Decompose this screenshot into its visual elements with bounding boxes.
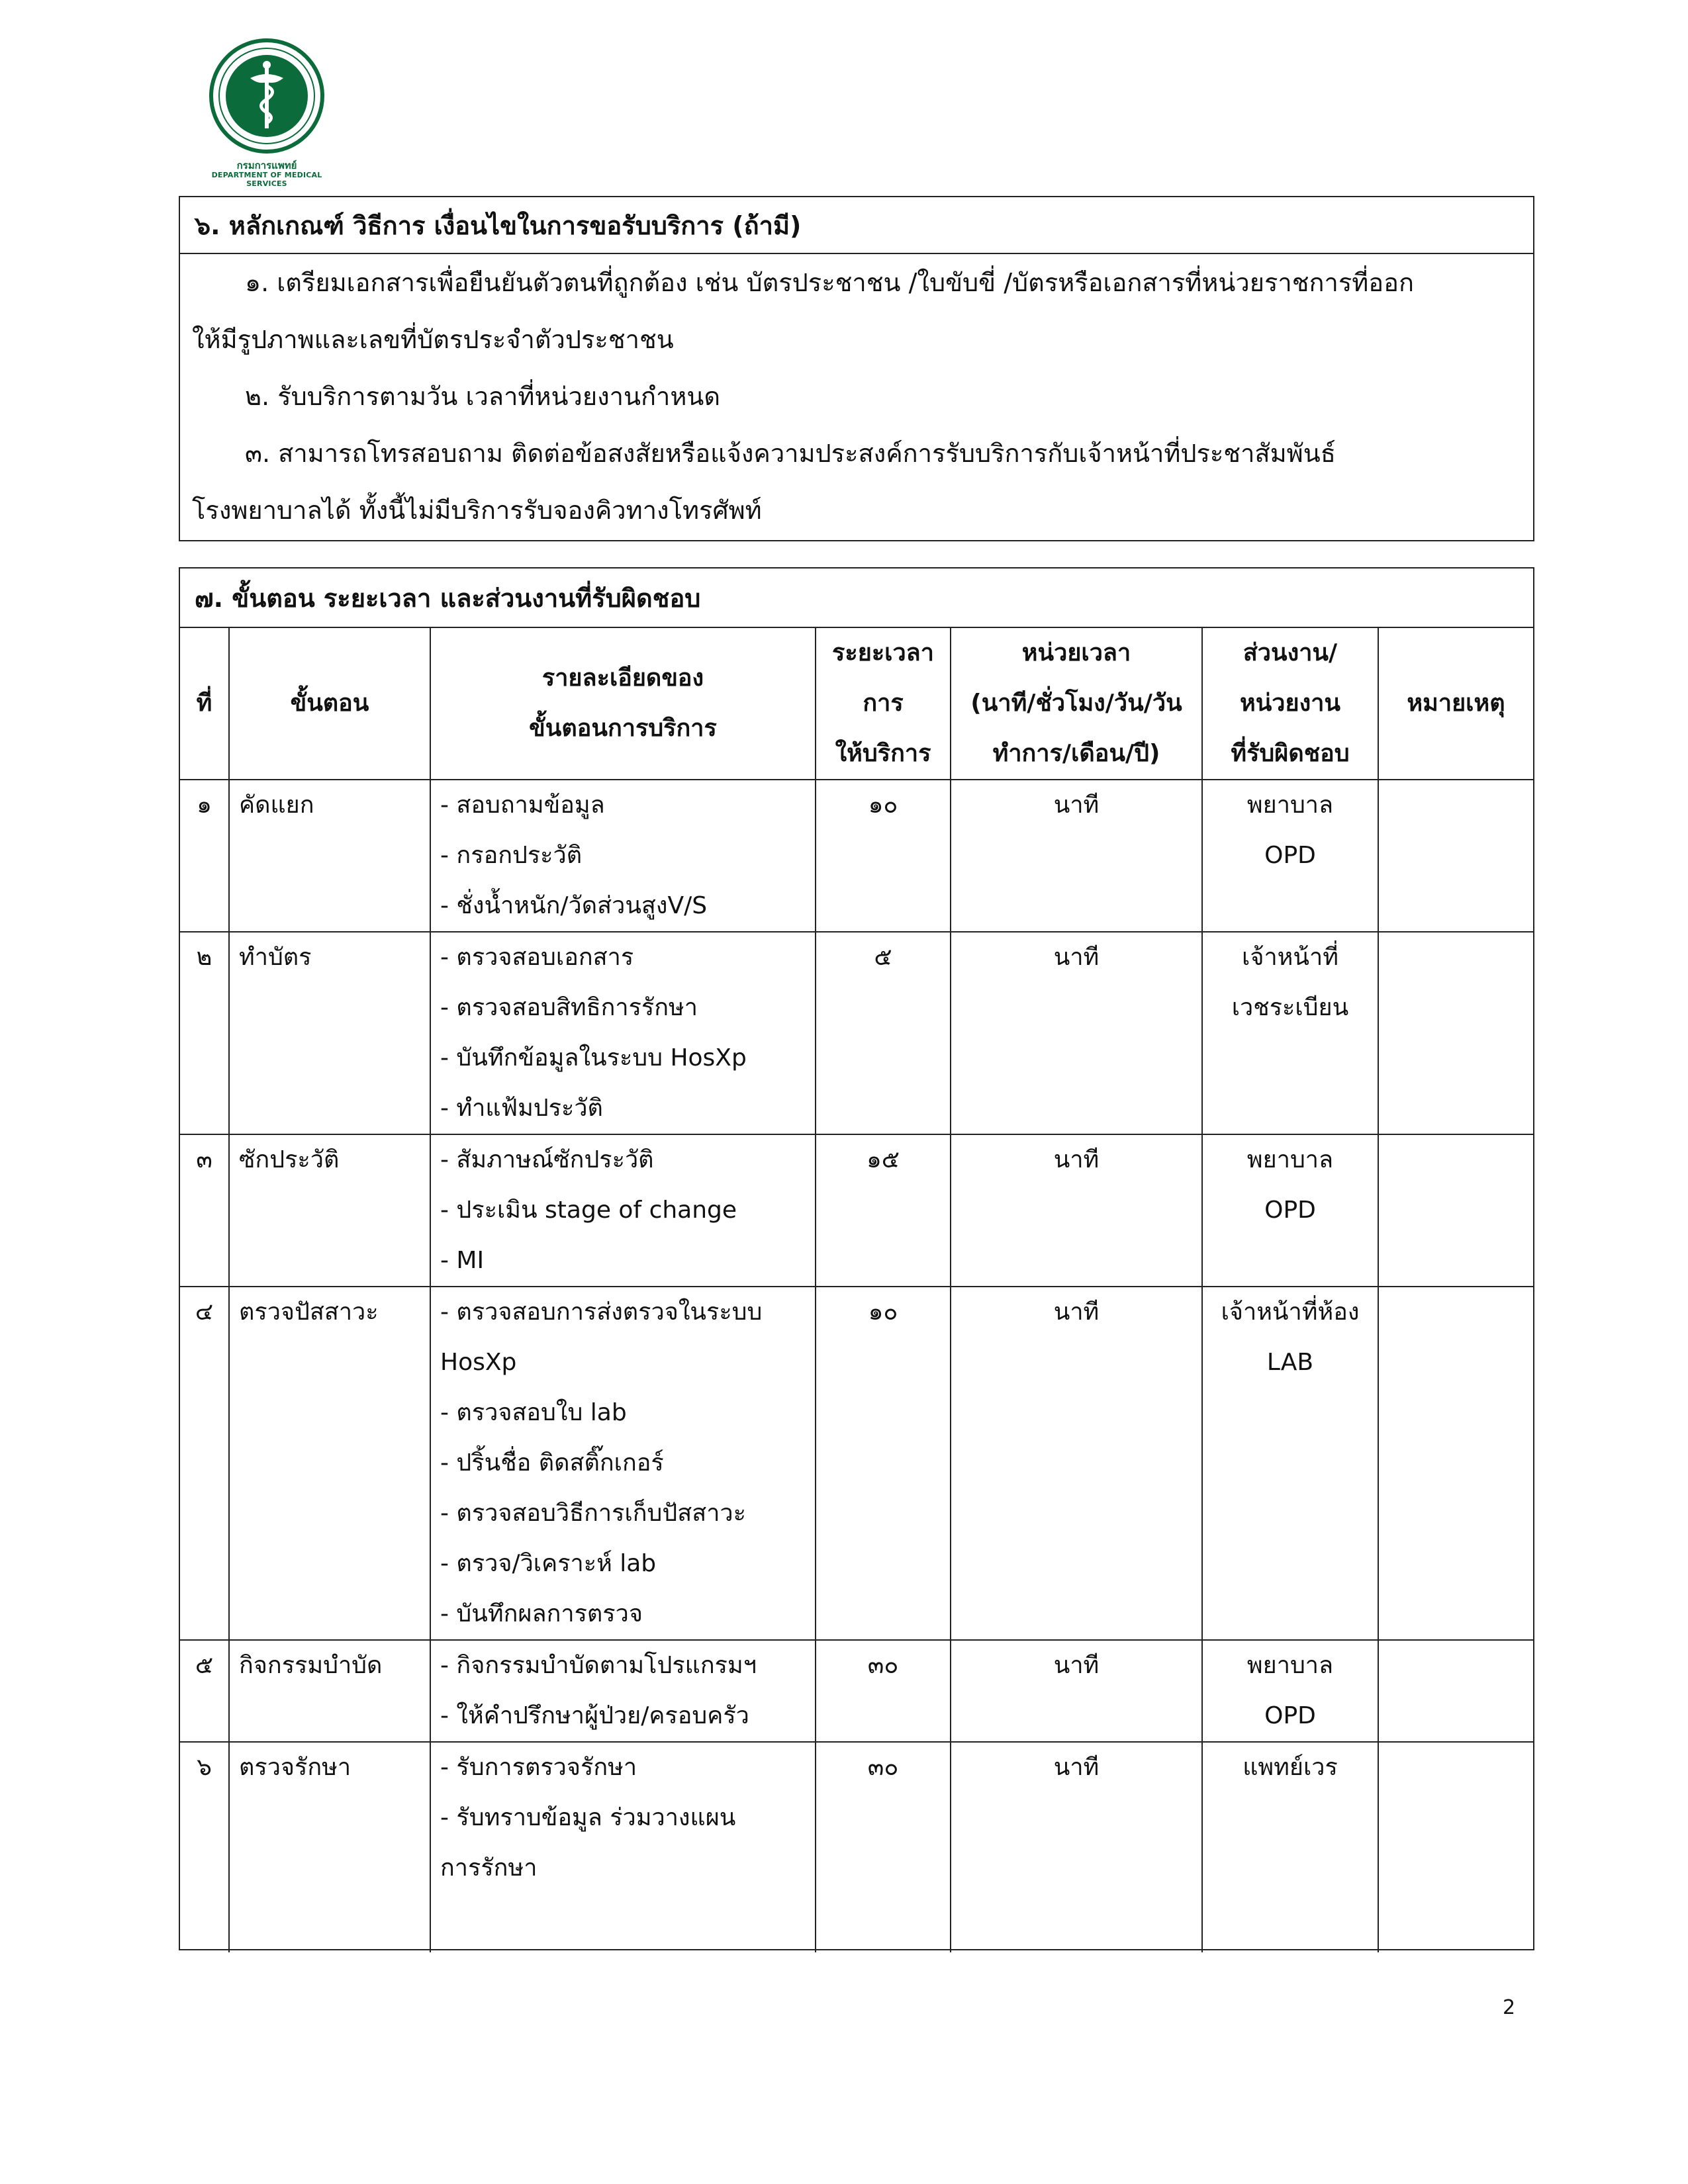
detail-line: - บันทึกข้อมูลในระบบ HosXp [440,1044,747,1071]
section-6-body [180,254,1533,539]
cell-unit [951,1134,1202,1287]
department-line: พยาบาล [1246,1652,1334,1679]
org-name-english: DEPARTMENT OF MEDICAL SERVICES [211,171,322,188]
department-line: แพทย์เวร [1243,1754,1338,1781]
detail-line: - ชั่งน้ำหนัก/วัดส่วนสูงV/S [440,892,708,919]
step-name: ตรวจรักษา [239,1754,352,1781]
department-line: เจ้าหน้าที่ห้อง [1221,1298,1360,1326]
department-line: LAB [1266,1349,1314,1376]
cell-step [229,1134,430,1287]
cell-detail [430,1287,816,1640]
cell-remark [1378,780,1533,932]
cell-duration [816,932,951,1134]
cell-remark [1378,932,1533,1134]
detail-line: - ทำแฟ้มประวัติ [440,1095,603,1122]
detail-line: - รับทราบข้อมูล ร่วมวางแผน [440,1804,736,1831]
cell-detail [430,1134,816,1287]
criteria-item-2: ๒. รับบริการตามวัน เวลาที่หน่วยงานกำหนด [245,382,721,411]
cell-step [229,1640,430,1742]
duration-value: ๑๐ [868,1298,898,1326]
cell-no [180,1640,229,1742]
step-number: ๒ [196,944,212,971]
criteria-item-3-line-1: ๓. สามารถโทรสอบถาม ติดต่อข้อสงสัยหรือแจ้งความประสงค์การรับบริการกับเจ้าหน้าที่ประชาสัมพันธ์ [245,439,1336,468]
cell-step [229,780,430,932]
cell-detail [430,1742,816,1952]
detail-line: HosXp [440,1349,517,1376]
table-row [180,1640,1533,1742]
duration-value: ๑๐ [868,792,898,819]
time-unit: นาที [1053,1146,1100,1173]
cell-unit [951,780,1202,932]
cell-duration [816,1640,951,1742]
header-step: ขั้นตอน [229,628,430,780]
department-line: OPD [1264,1702,1316,1729]
table-row [180,1287,1533,1640]
step-number: ๖ [197,1754,212,1781]
section-7-title: ๗. ขั้นตอน ระยะเวลา และส่วนงานที่รับผิดชอบ [180,569,1533,628]
detail-line: - ประเมิน stage of change [440,1197,737,1224]
cell-detail [430,780,816,932]
cell-detail [430,932,816,1134]
table-row [180,780,1533,932]
table-row [180,1134,1533,1287]
criteria-item-1-line-1: ๑. เตรียมเอกสารเพื่อยืนยันตัวตนที่ถูกต้อง เช่น บัตรประชาชน /ใบขับขี่ /บัตรหรือเอกสารที่หน่วยราชการที่ออก [245,268,1414,297]
section-7-steps [179,567,1534,1950]
header-department: ส่วนงาน/ หน่วยงาน ที่รับผิดชอบ [1202,628,1378,780]
step-name: ตรวจปัสสาวะ [239,1298,379,1326]
cell-unit [951,1287,1202,1640]
cell-step [229,1287,430,1640]
detail-line: - รับการตรวจรักษา [440,1754,637,1781]
detail-line: การรักษา [440,1854,538,1882]
step-number: ๕ [195,1652,214,1679]
detail-line: - ให้คำปรึกษาผู้ป่วย/ครอบครัว [440,1702,749,1729]
detail-line: - ตรวจสอบใบ lab [440,1399,627,1426]
step-name: ทำบัตร [239,944,312,971]
cell-duration [816,1742,951,1952]
cell-duration [816,1134,951,1287]
cell-remark [1378,1134,1533,1287]
org-name-thai: กรมการแพทย์ [236,159,297,171]
cell-unit [951,1742,1202,1952]
cell-department [1202,780,1378,932]
cell-duration [816,1287,951,1640]
detail-line: - กิจกรรมบำบัดตามโปรแกรมฯ [440,1652,757,1679]
detail-line: - ตรวจสอบวิธีการเก็บปัสสาวะ [440,1500,746,1527]
table-row [180,1742,1533,1952]
cell-step [229,1742,430,1952]
cell-remark [1378,1287,1533,1640]
header-remark: หมายเหตุ [1378,628,1533,780]
time-unit: นาที [1053,792,1100,819]
detail-line: - ตรวจสอบสิทธิการรักษา [440,994,698,1021]
cell-no [180,932,229,1134]
time-unit: นาที [1053,1298,1100,1326]
criteria-item-1-line-2: ให้มีรูปภาพและเลขที่บัตรประจำตัวประชาชน [192,325,674,354]
detail-line: - ตรวจสอบการส่งตรวจในระบบ [440,1298,763,1326]
steps-table [180,628,1533,1952]
cell-remark [1378,1742,1533,1952]
cell-unit [951,1640,1202,1742]
detail-line: - ตรวจสอบเอกสาร [440,944,634,971]
ministry-seal-icon [209,38,324,154]
time-unit: นาที [1053,944,1100,971]
duration-value: ๕ [874,944,892,971]
cell-no [180,780,229,932]
section-6-criteria [179,196,1534,541]
department-line: พยาบาล [1246,1146,1334,1173]
department-line: OPD [1264,842,1316,869]
cell-department [1202,932,1378,1134]
detail-line: - กรอกประวัติ [440,842,583,869]
page-number: 2 [1503,1996,1516,2019]
cell-step [229,932,430,1134]
detail-line: - สัมภาษณ์ซักประวัติ [440,1146,654,1173]
detail-line: - สอบถามข้อมูล [440,792,605,819]
cell-department [1202,1640,1378,1742]
department-line: เวชระเบียน [1231,994,1349,1021]
step-number: ๓ [196,1146,212,1173]
step-name: กิจกรรมบำบัด [239,1652,383,1679]
header-duration: ระยะเวลา การ ให้บริการ [816,628,951,780]
department-line: OPD [1264,1197,1316,1224]
duration-value: ๓๐ [867,1652,899,1679]
time-unit: นาที [1053,1754,1100,1781]
detail-line: - ตรวจ/วิเคราะห์ lab [440,1550,657,1577]
cell-no [180,1134,229,1287]
step-name: คัดแยก [239,792,314,819]
header-no: ที่ [180,628,229,780]
cell-detail [430,1640,816,1742]
header-time-unit: หน่วยเวลา (นาที/ชั่วโมง/วัน/วัน ทำการ/เดือน/ปี) [951,628,1202,780]
duration-value: ๓๐ [867,1754,899,1781]
cell-no [180,1742,229,1952]
step-number: ๔ [195,1298,214,1326]
cell-department [1202,1134,1378,1287]
cell-department [1202,1287,1378,1640]
detail-line: - MI [440,1247,485,1274]
table-header-row [180,628,1533,780]
header-detail: รายละเอียดของ ขั้นตอนการบริการ [430,628,816,780]
detail-line: - ปริ้นชื่อ ติดสติ๊กเกอร์ [440,1449,664,1477]
ministry-logo [191,38,343,188]
cell-duration [816,780,951,932]
criteria-item-3-line-2: โรงพยาบาลได้ ทั้งนี้ไม่มีบริการรับจองคิวทางโทรศัพท์ [192,496,762,525]
cell-remark [1378,1640,1533,1742]
cell-department [1202,1742,1378,1952]
department-line: เจ้าหน้าที่ [1242,944,1338,971]
step-name: ซักประวัติ [239,1146,340,1173]
detail-line: - บันทึกผลการตรวจ [440,1600,643,1627]
department-line: พยาบาล [1246,792,1334,819]
time-unit: นาที [1053,1652,1100,1679]
step-number: ๑ [197,792,212,819]
section-6-title: ๖. หลักเกณฑ์ วิธีการ เงื่อนไขในการขอรับบริการ (ถ้ามี) [180,197,1533,254]
table-row [180,932,1533,1134]
cell-unit [951,932,1202,1134]
duration-value: ๑๕ [866,1146,900,1173]
table-body [180,780,1533,1952]
cell-no [180,1287,229,1640]
